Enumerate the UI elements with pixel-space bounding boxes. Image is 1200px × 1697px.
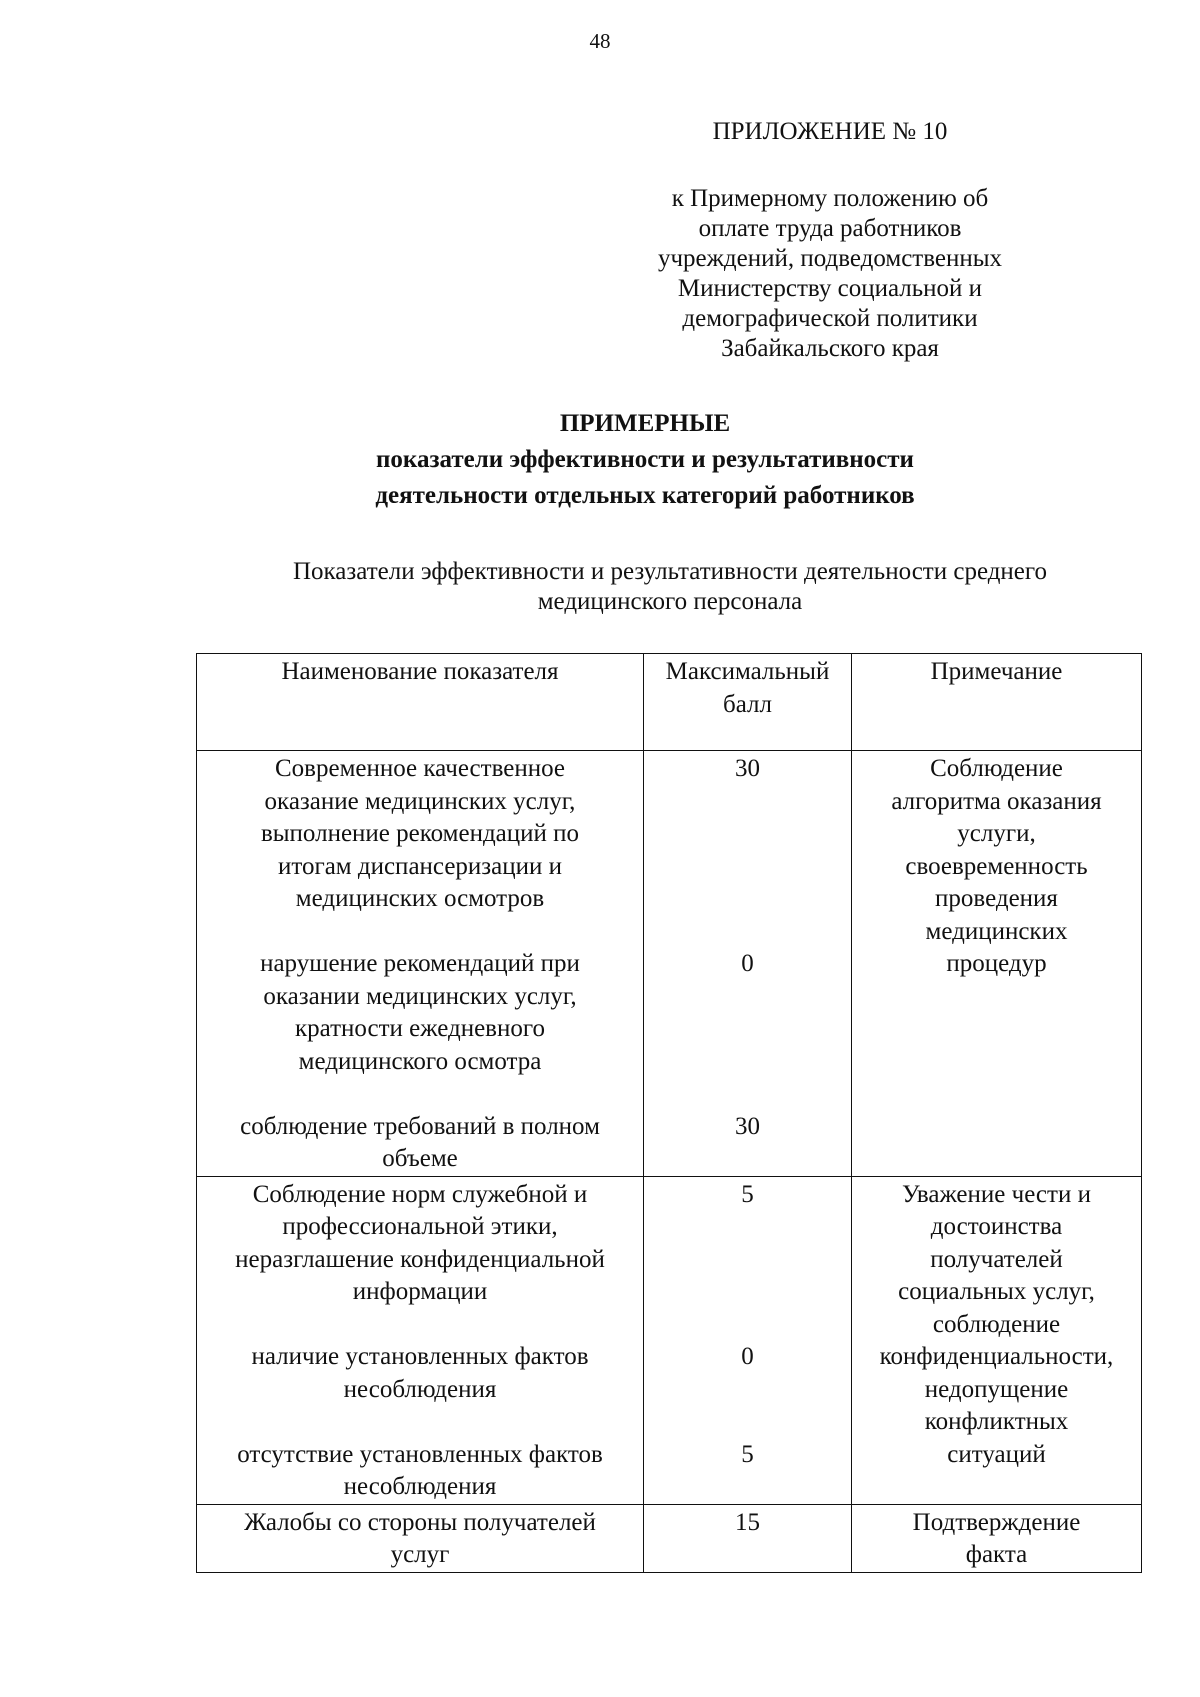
table-caption-line: Показатели эффективности и результативности деятельности среднего — [292, 558, 1048, 585]
max-score-cell — [644, 1504, 852, 1572]
appendix-reference-line: к Примерному положению об — [671, 185, 989, 212]
appendix-reference-line: Забайкальского края — [721, 335, 939, 362]
score-value: 30 — [735, 755, 760, 782]
indicator-name-cell — [197, 751, 644, 1177]
page-number: 48 — [589, 29, 611, 53]
header-indicator-name: Наименование показателя — [197, 654, 644, 751]
indicator-main: Соблюдение норм служебной и профессиональной этики, неразглашение конфиденциальной информации — [235, 1180, 605, 1305]
score-value: 30 — [735, 1112, 760, 1140]
note-cell: Соблюдение алгоритма оказания услуги, своевременность проведения медицинских процедур — [852, 751, 1142, 1177]
table-header-row — [197, 654, 1142, 751]
appendix-number: ПРИЛОЖЕНИЕ № 10 — [712, 118, 948, 145]
title-heading: ПРИМЕРНЫЕ — [559, 410, 731, 437]
title-line: показатели эффективности и результативности — [376, 446, 914, 473]
table-row — [197, 1176, 1142, 1504]
indicator-criterion: нарушение рекомендаций при оказании медицинских услуг, кратности ежедневного медицинского осмотра — [260, 950, 580, 1075]
indicator-name-cell — [197, 1176, 644, 1504]
table-caption — [240, 557, 1100, 617]
title-line: деятельности отдельных категорий работников — [375, 482, 915, 509]
score-value: 15 — [735, 1508, 760, 1536]
document-title — [0, 406, 1200, 514]
indicator-criterion: отсутствие установленных фактов несоблюдения — [237, 1440, 603, 1500]
note-cell: Уважение чести и достоинства получателей социальных услуг, соблюдение конфиденциальности, недопущение конфликтных ситуаций — [852, 1176, 1142, 1504]
indicator-name-cell: Жалобы со стороны получателей услуг — [197, 1504, 644, 1572]
score-value: 5 — [741, 1440, 754, 1468]
appendix-reference-line: Министерству социальной и — [677, 275, 983, 302]
max-score-cell — [644, 1176, 852, 1504]
table-row — [197, 1504, 1142, 1572]
indicator-criterion: наличие установленных фактов несоблюдения — [251, 1343, 589, 1403]
appendix-reference-line: учреждений, подведомственных — [657, 245, 1003, 272]
max-score-cell — [644, 751, 852, 1177]
score-value: 0 — [741, 1343, 754, 1370]
header-max-score: Максимальный балл — [644, 654, 852, 751]
score-value: 0 — [741, 950, 754, 977]
appendix-reference-line: демографической политики — [682, 305, 978, 332]
note-cell: Подтверждение факта — [852, 1504, 1142, 1572]
appendix-reference-line: оплате труда работников — [698, 215, 962, 242]
appendix-reference — [620, 184, 1040, 364]
table-row — [197, 751, 1142, 1177]
indicator-criterion: соблюдение требований в полном объеме — [240, 1112, 600, 1172]
indicators-table — [196, 653, 1142, 1573]
header-note: Примечание — [852, 654, 1142, 751]
table-caption-line: медицинского персонала — [537, 588, 803, 615]
score-value: 5 — [741, 1180, 754, 1208]
indicator-main: Современное качественное оказание медицинских услуг, выполнение рекомендаций по итогам диспансеризации и медицинских осмотров — [260, 755, 580, 912]
